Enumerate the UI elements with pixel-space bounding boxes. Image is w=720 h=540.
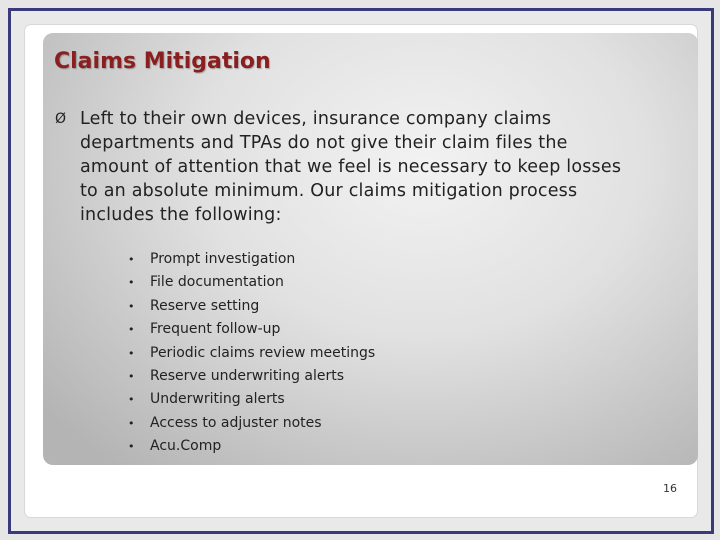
list-item [128, 365, 375, 388]
list-item [128, 248, 375, 271]
list-item-label: Reserve underwriting alerts [150, 367, 345, 384]
list-item [128, 295, 375, 318]
bullet-icon: • [128, 253, 135, 266]
list-item-label: Frequent follow-up [150, 321, 281, 338]
slide-frame [8, 8, 714, 534]
bullet-icon: • [128, 369, 135, 383]
list-item-label: Acu.Comp [150, 438, 222, 455]
list-item-label: File documentation [150, 274, 284, 291]
paragraph-text: Left to their own devices, insurance company claims departments and TPAs do not give their claim files the amount of attention that we feel is necessary to keep losses to an absolute minimum. Our claims mitigation process includes the following: [80, 109, 622, 225]
list-item-label: Underwriting alerts [150, 391, 285, 408]
mitigation-list [128, 248, 375, 459]
list-item [128, 412, 375, 435]
page-number: 16 [663, 482, 677, 495]
bullet-icon: • [128, 299, 135, 313]
bullet-icon: • [128, 346, 135, 360]
bullet-icon: • [128, 323, 135, 337]
list-item [128, 271, 375, 294]
arrow-bullet-icon: Ø [55, 111, 67, 127]
bullet-icon: • [128, 416, 135, 430]
main-paragraph [55, 107, 635, 227]
list-item-label: Access to adjuster notes [150, 414, 322, 431]
list-item [128, 318, 375, 341]
list-item-label: Reserve setting [150, 297, 260, 314]
list-item [128, 388, 375, 411]
list-item [128, 342, 375, 365]
list-item-label: Prompt investigation [150, 251, 296, 267]
list-item-label: Periodic claims review meetings [150, 344, 376, 361]
bullet-icon: • [128, 440, 135, 454]
slide-card [25, 25, 697, 517]
bullet-icon: • [128, 276, 135, 290]
slide-title: Claims Mitigation [54, 49, 271, 74]
bullet-icon: • [128, 393, 135, 407]
list-item [128, 435, 375, 458]
